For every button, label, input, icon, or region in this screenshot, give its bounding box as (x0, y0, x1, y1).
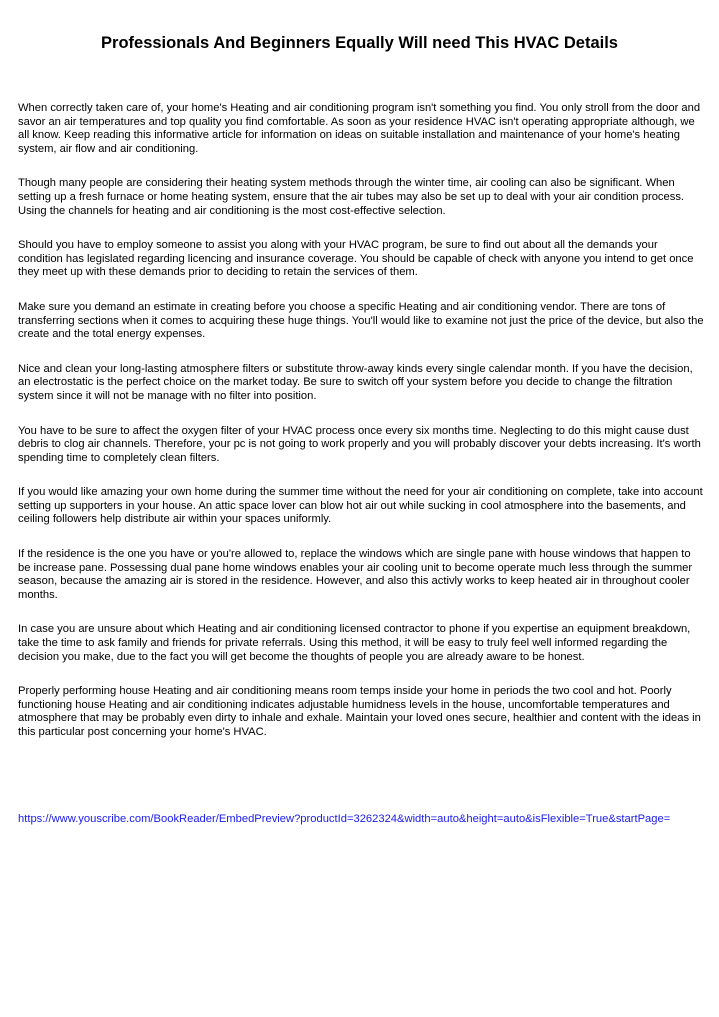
youscribe-link[interactable]: https://www.youscribe.com/BookReader/EmbedPreview?productId=3262324&width=auto&height=auto&isFlexible=True&startPage= (18, 813, 671, 825)
paragraph-7: If you would like amazing your own home during the summer time without the need for your air conditioning on complete, take into account setting up supporters in your house. An attic space lover can blow hot air out while sucking in cool atmosphere into the basements, and ceiling followers help distribute air within your spaces uniformly. (18, 486, 703, 526)
paragraph-10: Properly performing house Heating and air conditioning means room temps inside your home in periods the two cool and hot. Poorly functioning house Heating and air conditioning indicates adjustable humidness levels in the house, uncomfortable temperatures and atmosphere that may be probably even dirty to inhale and exhale. Maintain your loved ones secure, healthier and content with the ideas in this particular post concerning your home's HVAC. (18, 685, 701, 738)
paragraph-2: Though many people are considering their heating system methods through the winter time, air cooling can also be significant. When setting up a fresh furnace or home heating system, ensure that the air tubes may also be set up to deal with your air condition process. Using the channels for heating and air conditioning is the most cost-effective selection. (18, 177, 685, 217)
paragraph-8: If the residence is the one you have or you're allowed to, replace the windows which are single pane with house windows that happen to be increase pane. Possessing dual pane home windows enables your air cooling unit to become operate much less through the summer season, because the amazing air is stored in the residence. However, and also this activly works to keep heated air in throughout cooler months. (18, 548, 693, 601)
paragraph-3: Should you have to employ someone to assist you along with your HVAC program, be sure to find out about all the demands your condition has legislated regarding licencing and insurance coverage. You should be capable of check with anyone you intend to get once they meet up with these demands prior to deciding to retain the services of them. (18, 239, 694, 279)
paragraph-6: You have to be sure to affect the oxygen filter of your HVAC process once every six months time. Neglecting to do this might cause dust debris to clog air channels. Therefore, your pc is not going to work properly and you will probably discover your debts increasing. It's worth spending time to completely clean filters. (18, 424, 701, 464)
document-title: Professionals And Beginners Equally Will need This HVAC Details (101, 34, 618, 52)
paragraph-4: Make sure you demand an estimate in creating before you choose a specific Heating and air conditioning vendor. There are tons of transferring sections when it comes to acquiring these huge things. You'll would like to examine not just the price of the device, but also the create and the total energy expenses. (18, 300, 704, 341)
paragraph-9: In case you are unsure about which Heating and air conditioning licensed contractor to phone if you expertise an equipment breakdown, take the time to ask family and friends for private referrals. Using this method, it will be easy to truly feel well informed regarding the decision you make, due to the fact you will get become the thoughts of people you are already aware to be honest. (18, 623, 691, 663)
paragraph-1: When correctly taken care of, your home's Heating and air conditioning program isn't something you find. You only stroll from the door and savor an air temperatures and top quality you find comfortable. As soon as your residence HVAC isn't operating appropriate although, we all know. Keep reading this informative article for information on ideas on suitable installation and maintenance of your home's heating system, air flow and air conditioning. (18, 102, 701, 155)
document-body (18, 102, 704, 761)
paragraph-5: Nice and clean your long-lasting atmosphere filters or substitute throw-away kinds every single calendar month. If you have the decision, an electrostatic is the perfect choice on the market today. Be sure to switch off your system before you decide to change the filtration system since it will not be manage with no filter into position. (18, 362, 693, 402)
